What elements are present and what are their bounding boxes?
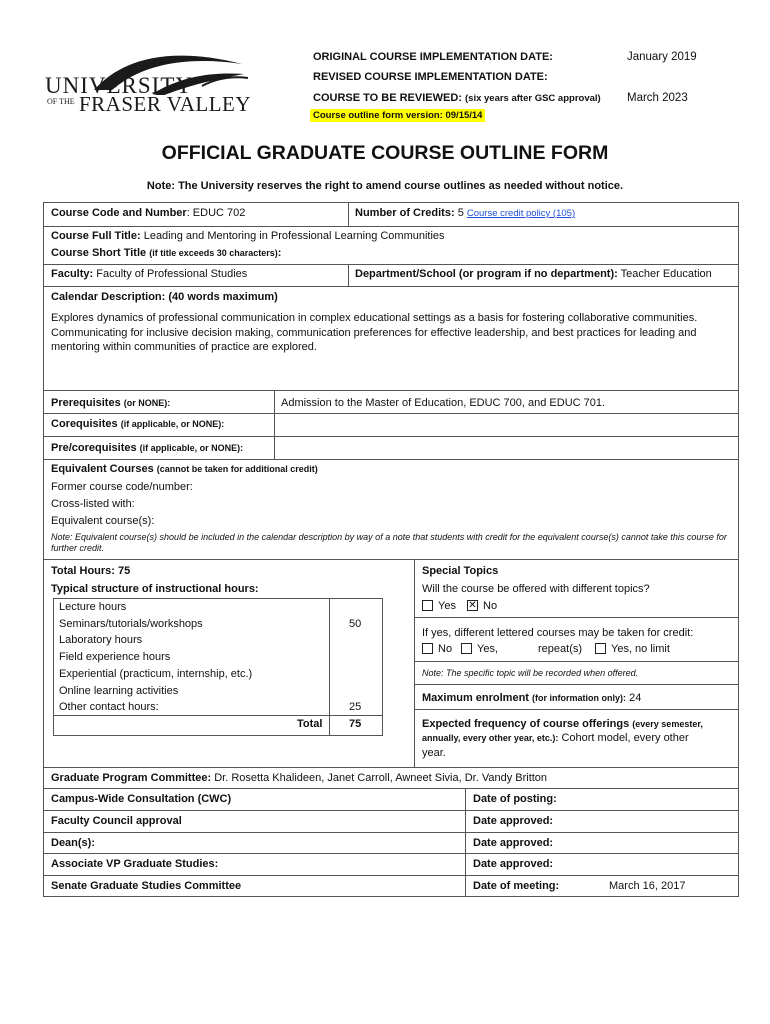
short-title-note: (if title exceeds 30 characters) bbox=[149, 248, 278, 258]
hours-row-label: Seminars/tutorials/workshops bbox=[59, 617, 203, 630]
lettered-no-checkbox[interactable] bbox=[422, 643, 433, 654]
approval-row-label: Dean(s): bbox=[51, 836, 96, 849]
precorequisites-input[interactable] bbox=[275, 437, 738, 459]
hours-row-label: Lecture hours bbox=[59, 601, 127, 613]
review-date-value: March 2023 bbox=[627, 92, 688, 104]
logo-of-the-text: OF THE bbox=[47, 97, 75, 106]
calendar-description-text[interactable]: Explores dynamics of professional communication in complex educational settings as a basis for fostering collaborative communities. Communicating for inclusive decision making, communication preferences for effective leadership, and best practices for leading and mentoring within communities of practice are explored. bbox=[51, 312, 698, 353]
prerequisites-value[interactable]: Admission to the Master of Education, EDUC 700, and EDUC 701. bbox=[281, 397, 606, 409]
approval-row-divider bbox=[43, 875, 739, 876]
short-title-label: Course Short Title bbox=[51, 247, 147, 259]
credits-label: Number of Credits: bbox=[355, 207, 455, 219]
form-version-badge: Course outline form version: 09/15/14 bbox=[310, 109, 485, 122]
equiv-note: (cannot be taken for additional credit) bbox=[156, 464, 318, 474]
hours-row-label: Online learning activities bbox=[59, 684, 179, 697]
approval-row-divider bbox=[43, 853, 739, 854]
original-date-label: ORIGINAL COURSE IMPLEMENTATION DATE: bbox=[313, 51, 553, 63]
cross-listed-field[interactable]: Cross-listed with: bbox=[51, 498, 135, 510]
equivalent-courses-label bbox=[51, 462, 318, 476]
max-enrolment-field[interactable] bbox=[422, 691, 641, 705]
topics-yes-checkbox[interactable] bbox=[422, 600, 433, 611]
short-title-colon: : bbox=[277, 247, 282, 259]
hours-row-value[interactable]: 50 bbox=[349, 617, 362, 630]
structure-label: Typical structure of instructional hours: bbox=[51, 583, 259, 595]
faculty-label: Faculty: bbox=[51, 268, 94, 280]
course-code-value: : EDUC 702 bbox=[186, 207, 246, 219]
max-enrolment-value: 24 bbox=[629, 692, 642, 704]
lettered-courses-question: If yes, different lettered courses may be taken for credit: bbox=[422, 627, 694, 639]
frequency-value-1: Cohort model, every other bbox=[561, 732, 689, 744]
gpc-value: Dr. Rosetta Khalideen, Janet Carroll, Awneet Sivia, Dr. Vandy Britton bbox=[214, 772, 548, 784]
prereq-label-text: Prerequisites bbox=[51, 397, 121, 409]
frequency-line-1 bbox=[422, 717, 703, 731]
frequency-value-2: year. bbox=[422, 747, 446, 759]
review-date-label bbox=[313, 92, 601, 104]
precoreq-label-text: Pre/corequisites bbox=[51, 442, 137, 454]
course-code-label: Course Code and Number bbox=[51, 207, 187, 219]
repeats-label: repeat(s) bbox=[538, 643, 583, 655]
precoreq-note: (if applicable, or NONE): bbox=[139, 443, 244, 453]
prerequisites-label bbox=[51, 396, 170, 410]
special-topics-label: Special Topics bbox=[422, 565, 499, 577]
approval-date-label: Date of meeting: bbox=[473, 880, 560, 893]
credits-field[interactable] bbox=[355, 206, 575, 221]
approval-row-label: Associate VP Graduate Studies: bbox=[51, 858, 219, 871]
department-label: Department/School (or program if no department): bbox=[355, 268, 618, 280]
logo-university-text: UNIVERSITY bbox=[45, 73, 193, 98]
faculty-field[interactable] bbox=[51, 267, 247, 281]
approval-row-label: Senate Graduate Studies Committee bbox=[51, 880, 242, 893]
prereq-note: (or NONE): bbox=[123, 398, 171, 408]
no-limit-label: Yes, no limit bbox=[611, 643, 670, 655]
total-hours-label: Total Hours: bbox=[51, 565, 115, 577]
approval-row-divider bbox=[43, 832, 739, 833]
frequency-note-2: annually, every other year, etc.): bbox=[422, 733, 559, 743]
department-field[interactable] bbox=[355, 267, 712, 281]
approval-date-label: Date approved: bbox=[473, 836, 554, 849]
topics-yes-label: Yes bbox=[438, 600, 456, 612]
corequisites-input[interactable] bbox=[275, 414, 738, 436]
hours-row-value[interactable]: 25 bbox=[349, 701, 362, 714]
topics-no-checkbox[interactable]: ✕ bbox=[468, 600, 477, 611]
credits-value: 5 bbox=[457, 207, 464, 219]
department-value: Teacher Education bbox=[620, 268, 712, 280]
max-enrolment-note: (for information only): bbox=[532, 693, 627, 703]
lettered-yes-checkbox[interactable] bbox=[461, 643, 472, 654]
frequency-note-1: (every semester, bbox=[632, 719, 703, 729]
precorequisites-label bbox=[51, 441, 243, 455]
calendar-description-label: Calendar Description: (40 words maximum) bbox=[51, 291, 278, 303]
amend-note: Note: The University reserves the right to amend course outlines as needed without notice. bbox=[146, 180, 624, 192]
hours-total-value: 75 bbox=[349, 718, 362, 730]
approval-row-label: Faculty Council approval bbox=[51, 814, 182, 827]
frequency-label: Expected frequency of course offerings bbox=[422, 718, 630, 730]
full-title-field[interactable] bbox=[51, 229, 445, 243]
course-code-field[interactable] bbox=[51, 206, 245, 220]
corequisites-label bbox=[51, 417, 224, 431]
equivalent-course-field[interactable]: Equivalent course(s): bbox=[51, 515, 155, 527]
page-title: OFFICIAL GRADUATE COURSE OUTLINE FORM bbox=[161, 142, 609, 164]
hours-total-label: Total bbox=[297, 718, 323, 730]
gpc-label: Graduate Program Committee: bbox=[51, 772, 212, 784]
former-course-field[interactable]: Former course code/number: bbox=[51, 481, 193, 493]
original-date-value: January 2019 bbox=[627, 51, 697, 63]
equivalent-italic-note: Note: Equivalent course(s) should be included in the calendar description by way of a note that students with credit for the equivalent course(s) cannot take this course for further credit. bbox=[51, 532, 727, 553]
approval-date-label: Date approved: bbox=[473, 814, 554, 827]
max-enrolment-label: Maximum enrolment bbox=[422, 692, 529, 704]
lettered-no-label: No bbox=[438, 643, 453, 655]
lettered-yes-label: Yes, bbox=[477, 643, 499, 655]
review-label: COURSE TO BE REVIEWED: bbox=[313, 92, 462, 104]
lettered-no-limit-checkbox[interactable] bbox=[595, 643, 606, 654]
logo-fraser-valley-text: FRASER VALLEY bbox=[79, 92, 252, 116]
topic-recorded-note: Note: The specific topic will be recorded when offered. bbox=[422, 668, 639, 678]
hours-table bbox=[53, 598, 383, 736]
frequency-line-2[interactable] bbox=[422, 731, 689, 745]
hours-row-label: Experiential (practicum, internship, etc.) bbox=[59, 667, 253, 680]
coreq-note: (if applicable, or NONE): bbox=[120, 419, 225, 429]
total-hours-field bbox=[51, 564, 130, 578]
short-title-field[interactable] bbox=[51, 246, 281, 260]
different-topics-question: Will the course be offered with different topics? bbox=[422, 583, 650, 595]
faculty-value: Faculty of Professional Studies bbox=[96, 268, 248, 280]
approval-row-label: Campus-Wide Consultation (CWC) bbox=[51, 793, 232, 805]
graduate-program-committee-field[interactable] bbox=[51, 771, 547, 785]
approval-row-divider bbox=[43, 810, 739, 811]
hours-row-label: Other contact hours: bbox=[59, 701, 159, 714]
credit-policy-link[interactable]: Course credit policy (105) bbox=[466, 208, 576, 219]
total-hours-value: 75 bbox=[118, 565, 131, 577]
review-note: (six years after GSC approval) bbox=[465, 93, 601, 104]
revised-date-label: REVISED COURSE IMPLEMENTATION DATE: bbox=[313, 71, 548, 83]
approval-date-value[interactable]: March 16, 2017 bbox=[609, 880, 686, 893]
hours-row-label: Field experience hours bbox=[59, 651, 171, 664]
equiv-label-text: Equivalent Courses bbox=[51, 463, 154, 475]
full-title-value: Leading and Mentoring in Professional Learning Communities bbox=[143, 230, 445, 242]
coreq-label-text: Corequisites bbox=[51, 418, 118, 430]
topics-no-label: No bbox=[483, 600, 498, 612]
approval-date-label: Date of posting: bbox=[473, 793, 557, 805]
full-title-label: Course Full Title: bbox=[51, 230, 141, 242]
hours-row-label: Laboratory hours bbox=[59, 634, 143, 647]
approval-date-label: Date approved: bbox=[473, 858, 554, 871]
